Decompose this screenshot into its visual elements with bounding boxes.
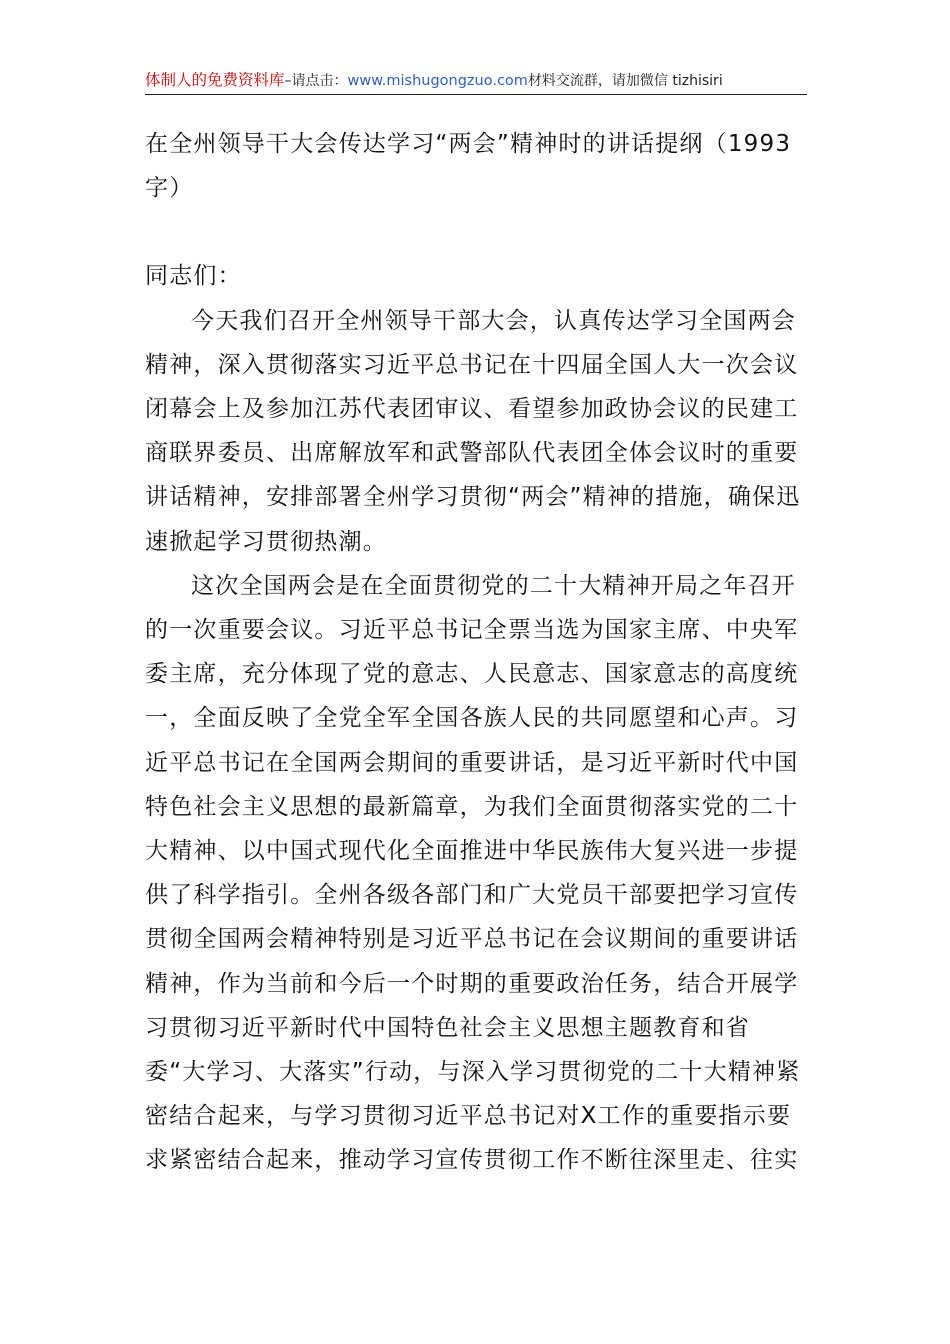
paragraph: 今天我们召开全州领导干部大会，认真传达学习全国两会精神，深入贯彻落实习近平总书记在十四届全国人大一次会议闭幕会上及参加江苏代表团审议、看望参加政协会议的民建工商联界委员、出席解放军和武警部队代表团全体会议时的重要讲话精神，安排部署全州学习贯彻“两会”精神的措施，确保迅速掀起学习贯彻热潮。 — [145, 307, 801, 555]
page-header — [145, 68, 807, 95]
document-title: 在全州领导干大会传达学习“两会”精神时的讲话提纲（1993字） — [145, 131, 792, 202]
paragraph: 这次全国两会是在全面贯彻党的二十大精神开局之年召开的一次重要会议。习近平总书记全票当选为国家主席、中央军委主席，充分体现了党的意志、人民意志、国家意志的高度统一，全面反映了全党全军全国各族人民的共同愿望和心声。习近平总书记在全国两会期间的重要讲话，是习近平新时代中国特色社会主义思想的最新篇章，为我们全面贯彻落实党的二十大精神、以中国式现代化全面推进中华民族伟大复兴进一步提供了科学指引。全州各级各部门和广大党员干部要把学习宣传贯彻全国两会精神特别是习近平总书记在会议期间的重要讲话精神，作为当前和今后一个时期的重要政治任务，结合开展学习贯彻习近平新时代中国特色社会主义思想主题教育和省委“大学习、大落实”行动，与深入学习贯彻党的二十大精神紧密结合起来，与学习贯彻习近平总书记对X工作的重要指示要求紧密结合起来，推动学习宣传贯彻工作不断往深里走、往实 — [145, 572, 801, 1174]
header-prompt: –请点击： — [284, 73, 348, 89]
header-contact: 材料交流群，请加微信 tizhisiri — [527, 73, 723, 89]
header-brand: 体制人的免费资料库 — [145, 71, 285, 89]
salutation: 同志们： — [145, 263, 242, 290]
document-body — [145, 122, 807, 1183]
header-link[interactable]: www.mishugongzuo.com — [347, 73, 528, 89]
